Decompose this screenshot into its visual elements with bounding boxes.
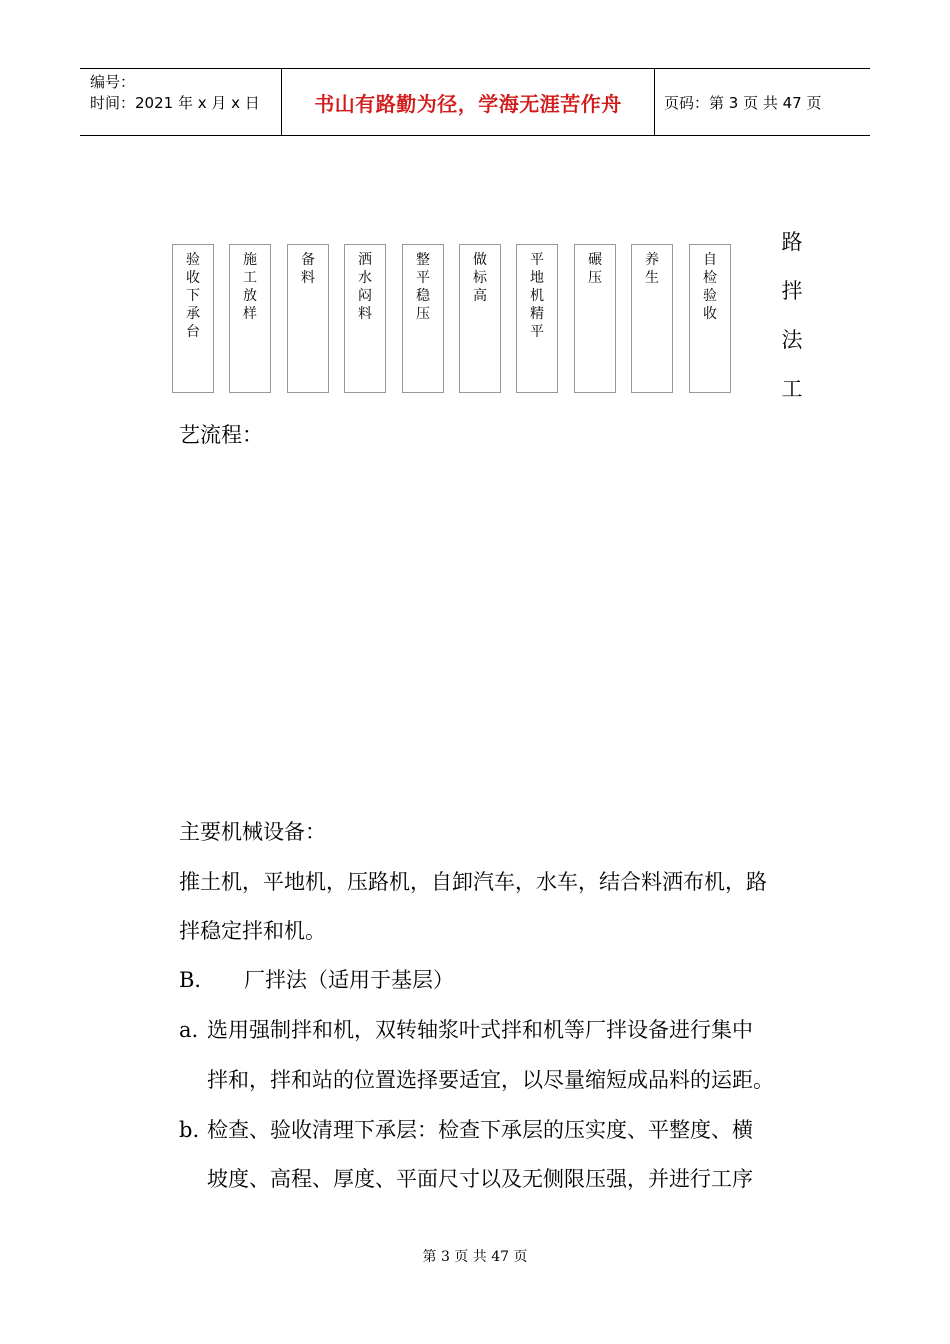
flow-step-label: 自检验收 xyxy=(703,252,717,322)
section-b-label: B． xyxy=(179,968,216,992)
item-a-line-2: 拌和，拌和站的位置选择要适宜，以尽量缩短成品料的运距。 xyxy=(207,1068,774,1092)
flow-step-label: 备料 xyxy=(301,252,315,286)
flow-step-label: 验收下承台 xyxy=(186,252,200,340)
flow-step-box xyxy=(516,244,558,393)
flow-step-box xyxy=(689,244,731,393)
document-number: 编号： xyxy=(90,73,136,91)
flow-step-box xyxy=(344,244,386,393)
section-b-title: 厂拌法（适用于基层） xyxy=(244,968,454,992)
item-a-line-1: 选用强制拌和机，双转轴浆叶式拌和机等厂拌设备进行集中 xyxy=(207,1018,753,1042)
equipment-line-1: 推土机，平地机，压路机，自卸汽车，水车，结合料洒布机，路 xyxy=(179,870,767,894)
flow-step-box xyxy=(574,244,616,393)
header-divider-right xyxy=(654,68,655,136)
header-motto: 书山有路勤为径，学海无涯苦作舟 xyxy=(314,91,622,116)
item-b-line-1: 检查、验收清理下承层：检查下承层的压实度、平整度、横 xyxy=(207,1118,753,1142)
equipment-line-2: 拌稳定拌和机。 xyxy=(179,919,326,943)
header-meta xyxy=(90,72,260,114)
flow-title-vertical: 路拌法工 xyxy=(781,230,803,401)
item-b-line-2: 坡度、高程、厚度、平面尺寸以及无侧限压强，并进行工序 xyxy=(207,1167,753,1191)
flow-step-label: 洒水闷料 xyxy=(358,252,372,322)
flow-step-label: 养生 xyxy=(645,252,659,286)
flow-step-box xyxy=(287,244,329,393)
flow-step-box xyxy=(229,244,271,393)
flow-step-box xyxy=(631,244,673,393)
flow-step-box xyxy=(402,244,444,393)
equipment-heading: 主要机械设备： xyxy=(179,820,326,844)
document-date: 时间：2021 年 x 月 x 日 xyxy=(90,94,260,112)
flow-step-label: 平地机精平 xyxy=(530,252,544,340)
flow-title-continuation: 艺流程： xyxy=(179,423,263,447)
header-page-number: 页码：第 3 页 共 47 页 xyxy=(664,94,822,112)
item-a-label: a. xyxy=(179,1018,199,1042)
flow-step-box xyxy=(172,244,214,393)
flow-step-label: 整平稳压 xyxy=(416,252,430,322)
footer-page-number: 第 3 页 共 47 页 xyxy=(422,1249,528,1265)
item-b-label: b. xyxy=(179,1118,200,1142)
flow-step-label: 碾压 xyxy=(588,252,602,286)
flow-step-label: 做标高 xyxy=(473,252,487,304)
flow-step-label: 施工放样 xyxy=(243,252,257,322)
flow-step-box xyxy=(459,244,501,393)
